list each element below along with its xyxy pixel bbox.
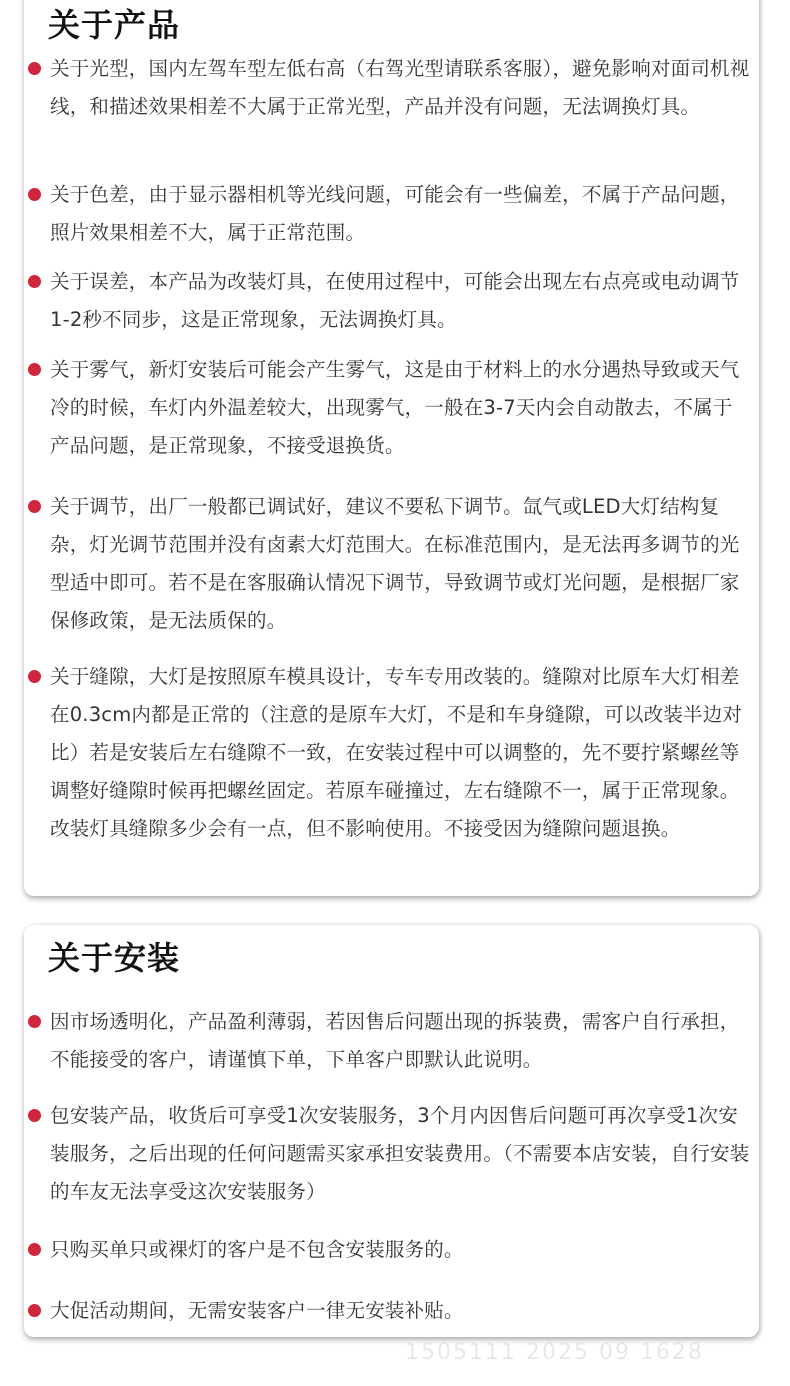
bullet-icon — [28, 275, 41, 288]
product-section-card — [24, 0, 759, 896]
bullet-icon — [28, 1015, 41, 1028]
install-section-title: 关于安装 — [48, 939, 181, 977]
product-section-title: 关于产品 — [48, 6, 181, 44]
bullet-icon — [28, 363, 41, 376]
bullet-icon — [28, 188, 41, 201]
bullet-icon — [28, 62, 41, 75]
install-item-single-lamp: 只购买单只或裸灯的客户是不包含安装服务的。 — [50, 1231, 750, 1269]
install-section-card — [24, 925, 759, 1337]
bullet-icon — [28, 670, 41, 683]
install-item-removal-fee: 因市场透明化，产品盈利薄弱，若因售后问题出现的拆装费，需客户自行承担，不能接受的客户，请谨慎下单，下单客户即默认此说明。 — [50, 1003, 750, 1079]
bullet-icon — [28, 1243, 41, 1256]
product-item-error: 关于误差，本产品为改装灯具，在使用过程中，可能会出现左右点亮或电动调节1-2秒不同步，这是正常现象，无法调换灯具。 — [50, 263, 750, 339]
watermark: 1505111 2025 09 1628 — [405, 1340, 704, 1365]
install-item-service: 包安装产品，收货后可享受1次安装服务，3个月内因售后问题可再次享受1次安装服务，之后出现的任何问题需买家承担安装费用。（不需要本店安装，自行安装的车友无法享受这次安装服务） — [50, 1097, 750, 1211]
bullet-icon — [28, 500, 41, 513]
bullet-icon — [28, 1109, 41, 1122]
install-item-promotion: 大促活动期间，无需安装客户一律无安装补贴。 — [50, 1292, 750, 1330]
product-item-gap: 关于缝隙，大灯是按照原车模具设计，专车专用改装的。缝隙对比原车大灯相差在0.3cm内都是正常的（注意的是原车大灯，不是和车身缝隙，可以改装半边对比）若是安装后左右缝隙不一致，在安装过程中可以调整的，先不要拧紧螺丝等调整好缝隙时候再把螺丝固定。若原车碰撞过，左右缝隙不一，属于正常现象。改装灯具缝隙多少会有一点，但不影响使用。不接受因为缝隙问题退换。 — [50, 658, 750, 848]
product-item-light-pattern: 关于光型，国内左驾车型左低右高（右驾光型请联系客服），避免影响对面司机视线，和描述效果相差不大属于正常光型，产品并没有问题，无法调换灯具。 — [50, 50, 750, 126]
product-item-fog: 关于雾气，新灯安装后可能会产生雾气，这是由于材料上的水分遇热导致或天气冷的时候，车灯内外温差较大，出现雾气，一般在3-7天内会自动散去，不属于产品问题，是正常现象，不接受退换货。 — [50, 351, 750, 465]
product-item-adjustment: 关于调节，出厂一般都已调试好，建议不要私下调节。氙气或LED大灯结构复杂，灯光调节范围并没有卤素大灯范围大。在标准范围内，是无法再多调节的光型适中即可。若不是在客服确认情况下调节，导致调节或灯光问题，是根据厂家保修政策，是无法质保的。 — [50, 488, 750, 640]
product-item-color-difference: 关于色差，由于显示器相机等光线问题，可能会有一些偏差，不属于产品问题，照片效果相差不大，属于正常范围。 — [50, 176, 750, 252]
bullet-icon — [28, 1304, 41, 1317]
